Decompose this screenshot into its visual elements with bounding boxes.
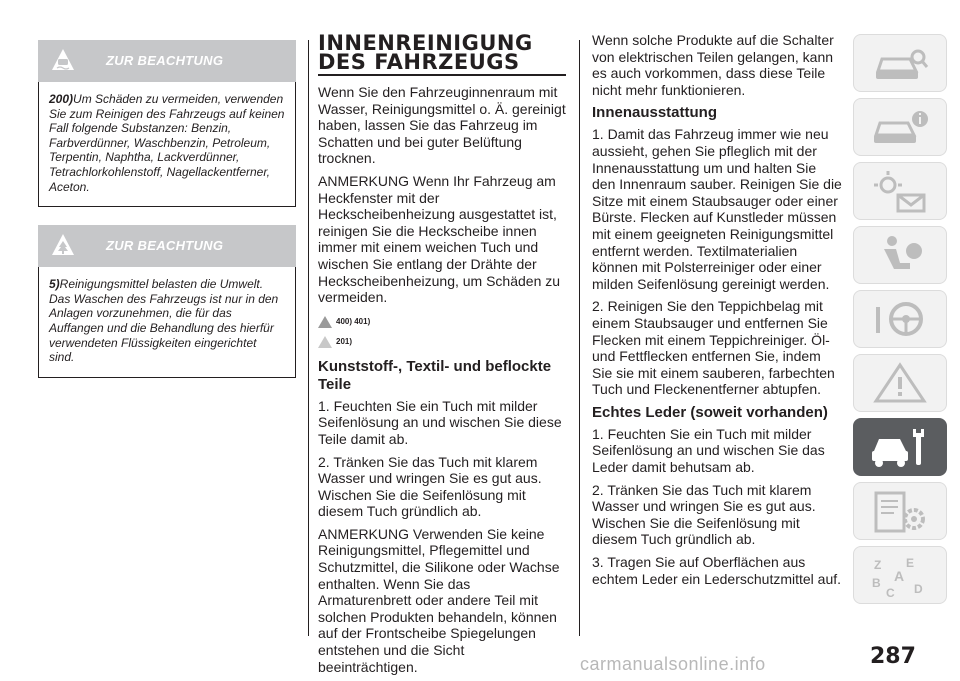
- svg-text:B: B: [872, 576, 881, 590]
- car-search-icon: [870, 41, 930, 87]
- tab-airbag-seat[interactable]: [853, 226, 947, 284]
- watermark: carmanualsonline.info: [580, 654, 766, 674]
- tab-car-info[interactable]: [853, 98, 947, 156]
- note-text: Um Schäden zu vermeiden, verwenden Sie zum Reinigen des Fahrzeugs auf keinen Fall folgende Substanzen: Benzin, Farbverdünner, Waschbenzin, Petroleum, Terpentin, Naphtha, Lackverdünner, Tetrachlorkohlenstoff, Nagellackentferner, Aceton.: [49, 92, 285, 194]
- column-divider: [579, 40, 580, 636]
- warning-note-body: [38, 82, 296, 207]
- section-title: Echtes Leder (soweit vorhanden): [592, 403, 828, 421]
- section-title: Kunststoff-, Textil- und beflockte Teile: [318, 357, 552, 393]
- car-skid-icon: [50, 47, 76, 73]
- rear-window-note: ANMERKUNG Wenn Ihr Fahrzeug am Heckfenster mit der Heckscheibenheizung ausgestattet ist, reinigen Sie die Heckscheibe innen immer mit einem weichen Tuch und wischen Sie entlang der Drähte der Heckscheibenheizung, um Schäden zu vermeiden.: [318, 172, 561, 306]
- warning-note-header: [38, 40, 296, 82]
- tab-index-letters[interactable]: [853, 546, 947, 604]
- svg-text:C: C: [886, 586, 895, 599]
- silicone-note: ANMERKUNG Verwenden Sie keine Reinigungsmittel, Pflegemittel und Schutzmittel, die Silikone oder Wachse enthalten. Wenn Sie das Armaturenbrett oder andere Teil mit solchen Produkten behandeln, können auf der Frontscheibe Spiegelungen entstehen und die Sicht beeinträchtigen.: [318, 525, 560, 675]
- specs-gear-icon: [870, 489, 930, 535]
- tab-car-search[interactable]: [853, 34, 947, 92]
- tab-specs-gear[interactable]: [853, 482, 947, 540]
- tab-car-wrench[interactable]: [853, 418, 947, 476]
- tab-warning-lights[interactable]: [853, 162, 947, 220]
- warning-note-2: [38, 225, 296, 378]
- step-paragraph: 2. Reinigen Sie den Teppichbelag mit einem Staubsauger und entfernen Sie Flecken mit einem Teppichreiniger. Öl- und Fettflecken entfernen Sie, indem Sie sie mit einem sauberen, farbechten Tuch und Fleckenentferner abtupfen.: [592, 298, 835, 398]
- section-title: Innenausstattung: [592, 104, 718, 122]
- warning-reference: 400) 401): [318, 312, 566, 332]
- middle-column: [318, 31, 566, 681]
- left-column: [38, 40, 296, 378]
- car-wrench-icon: [870, 425, 930, 471]
- tree-icon: [50, 232, 76, 258]
- warning-note-header: [38, 225, 296, 267]
- caution-triangle-icon: [318, 336, 332, 348]
- step-paragraph: 2. Tränken Sie das Tuch mit klarem Wasser und wringen Sie es gut aus. Wischen Sie die Seifenlösung mit diesem Tuch gründlich ab.: [318, 453, 542, 520]
- chapter-tabs: [853, 34, 947, 610]
- road-warning-icon: [870, 361, 930, 407]
- warning-lights-icon: [870, 169, 930, 215]
- step-paragraph: 3. Tragen Sie auf Oberflächen aus echtem Leder ein Lederschutzmittel auf.: [592, 554, 842, 587]
- right-column: [592, 32, 842, 593]
- warning-note-title: ZUR BEACHTUNG: [106, 53, 224, 68]
- steering-wheel-icon: [870, 297, 930, 343]
- note-text: Reinigungsmittel belasten die Umwelt. Das Waschen des Fahrzeugs ist nur in den Anlagen vorzunehmen, die für das Auffangen und die Behandlung des hierfür verwendeten Flüssigkeiten eingerichtet sind.: [49, 277, 279, 365]
- index-letters-icon: [870, 553, 930, 599]
- step-paragraph: 1. Damit das Fahrzeug immer wie neu aussieht, gehen Sie pfleglich mit der Innenausstattung um und halten Sie den Innenraum sauber. Reinigen Sie die Sitze mit einem Staubsauger oder einer Bürste. Flecken auf Kunstleder müssen mit einem geeigneten Reinigungsmittel entfernt werden. Textilmaterialien können mit Polsterreiniger oder einer milden Seifenlösung gereinigt werden.: [592, 126, 842, 292]
- step-paragraph: 1. Feuchten Sie ein Tuch mit milder Seifenlösung an und wischen Sie das Leder damit behutsam ab.: [592, 425, 825, 476]
- step-paragraph: 1. Feuchten Sie ein Tuch mit milder Seifenlösung an und wischen Sie diese Teile damit ab.: [318, 397, 562, 447]
- svg-text:D: D: [914, 582, 923, 596]
- warning-note-1: [38, 40, 296, 207]
- note-ref: 200): [49, 92, 74, 106]
- title-rule: [318, 74, 566, 76]
- column-divider: [308, 40, 309, 636]
- tab-steering-wheel[interactable]: [853, 290, 947, 348]
- svg-text:A: A: [894, 568, 905, 584]
- intro-paragraph: Wenn Sie den Fahrzeuginnenraum mit Wasser, Reinigungsmittel o. Ä. gereinigt haben, lassen Sie das Fahrzeug im Schatten und bei guter Belüftung trocknen.: [318, 84, 566, 167]
- car-info-icon: [870, 105, 930, 151]
- warning-note-title: ZUR BEACHTUNG: [106, 238, 224, 254]
- page-title: INNENREINIGUNG DES FAHRZEUGS: [318, 31, 533, 74]
- page-number: 287: [870, 644, 916, 669]
- note-ref: 5): [49, 277, 60, 292]
- tab-road-warning[interactable]: [853, 354, 947, 412]
- warning-triangle-icon: [318, 316, 332, 328]
- svg-text:E: E: [906, 556, 915, 570]
- svg-text:Z: Z: [874, 558, 882, 572]
- caution-reference: 201): [318, 332, 566, 352]
- warning-note-body: [38, 267, 296, 378]
- continued-paragraph: Wenn solche Produkte auf die Schalter von elektrischen Teilen gelangen, kann es auch vorkommen, dass diese Teile nicht mehr funktionieren.: [592, 32, 834, 98]
- step-paragraph: 2. Tränken Sie das Tuch mit klarem Wasser und wringen Sie es gut aus. Wischen Sie die Seifenlösung mit diesem Tuch gründlich ab.: [592, 481, 816, 548]
- airbag-seat-icon: [870, 233, 930, 279]
